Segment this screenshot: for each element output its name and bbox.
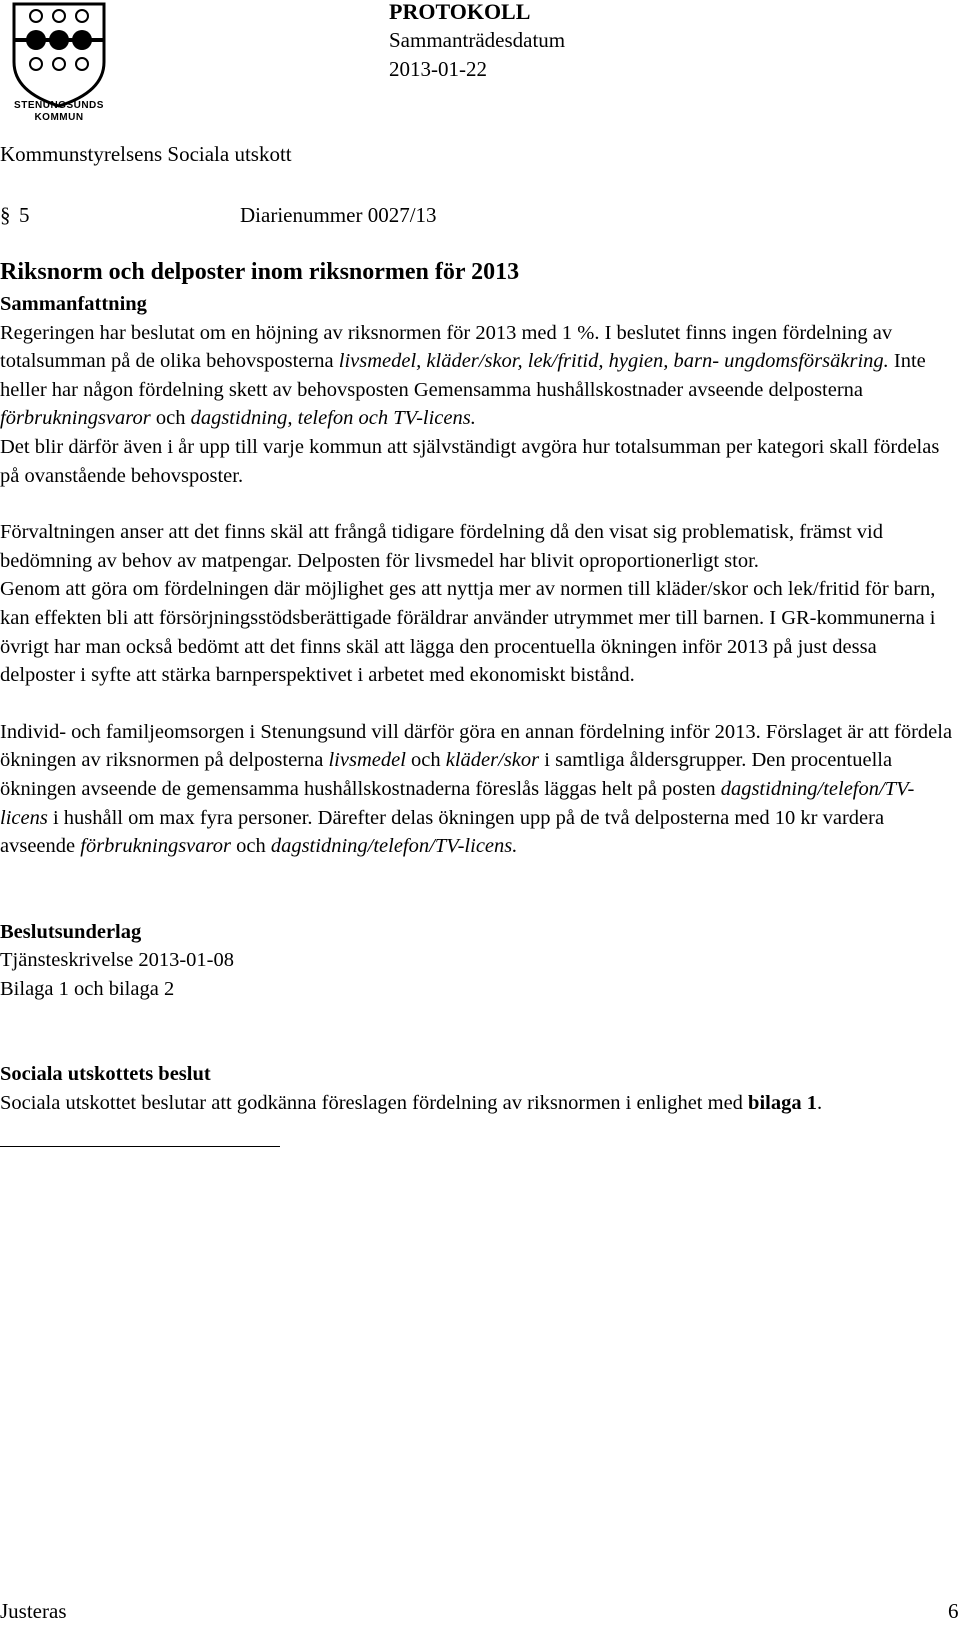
summary-paragraph-5: Individ- och familjeomsorgen i Stenungsund vill därför göra en annan fördelning inför 2013. Förslaget är att fördela ökningen av riksnormen på delposterna livsmedel och kläder/skor i samtliga åldersgrupper. Den procentuella ökningen avseende de gemensamma hushållskostnaderna föreslås läggas helt på posten dagstidning/telefon/TV-licens i hushåll om max fyra personer. Därefter delas ökningen upp på de två delposterna med 10 kr vardera avseende förbrukningsvaror och dagstidning/telefon/TV-licens. [0, 720, 953, 858]
signature-line [0, 1118, 280, 1147]
coat-of-arms-icon [0, 0, 118, 110]
meeting-date: 2013-01-22 [389, 57, 487, 81]
paragraph-sign: § [0, 203, 11, 227]
basis-item: Bilaga 1 och bilaga 2 [0, 977, 175, 1000]
paragraph-number: 5 [19, 203, 30, 227]
decision-text: Sociala utskottet beslutar att godkänna föreslagen fördelning av riksnormen i enlighet med bilaga 1. [0, 1092, 823, 1115]
summary-paragraph-1: Regeringen har beslutat om en höjning av riksnormen för 2013 med 1 %. I beslutet finns ingen fördelning av totalsumman på de olika behovsposterna livsmedel, kläder/skor, lek/fritid, hygien, barn- ungdomsförsäkring. Inte heller har någon fördelning skett av behovsposten Gemensamma hushållskostnader avseende delposterna förbrukningsvaror och dagstidning, telefon och TV-licens. [0, 321, 926, 430]
document-body [0, 290, 955, 1147]
meeting-date-label: Sammanträdesdatum [389, 28, 566, 52]
municipality-logo [0, 0, 118, 132]
basis-heading: Beslutsunderlag [0, 920, 142, 943]
summary-heading: Sammanfattning [0, 293, 147, 315]
logo-text-line2: KOMMUN [34, 112, 84, 123]
document-type: PROTOKOLL [389, 0, 531, 24]
basis-item: Tjänsteskrivelse 2013-01-08 [0, 949, 234, 972]
summary-paragraph-2: Det blir därför även i år upp till varje kommun att självständigt avgöra hur totalsumman per kategori skall fördelas på ovanstående behovsposter. [0, 435, 940, 487]
footer-justeras: Justeras [0, 1599, 67, 1623]
committee-name: Kommunstyrelsens Sociala utskott [0, 142, 292, 166]
summary-paragraph-4: Genom att göra om fördelningen där möjlighet ges att nyttja mer av normen till kläder/skor och lek/fritid för barn, kan effekten bli att försörjningsstödsberättigade föräldrar använder utrymmet mer till barnen. I GR-kommunerna i övrigt har man också bedömt att det finns skäl att lägga den procentuella ökningen inför 2013 på just dessa delposter i syfte att stärka barnperspektivet i arbetet med ekonomiskt bistånd. [0, 578, 936, 687]
summary-paragraph-3: Förvaltningen anser att det finns skäl att frångå tidigare fördelning då den visat sig problematisk, främst vid bedömning av behov av matpengar. Delposten för livsmedel har blivit oproportionerligt stor. [0, 521, 883, 572]
logo-text-line1: STENUNGSUNDS [14, 100, 104, 111]
page-title: Riksnorm och delposter inom riksnormen för 2013 [0, 259, 520, 285]
diarienummer: Diarienummer 0027/13 [240, 203, 437, 227]
page-number: 6 [948, 1599, 959, 1623]
decision-heading: Sociala utskottets beslut [0, 1063, 211, 1086]
